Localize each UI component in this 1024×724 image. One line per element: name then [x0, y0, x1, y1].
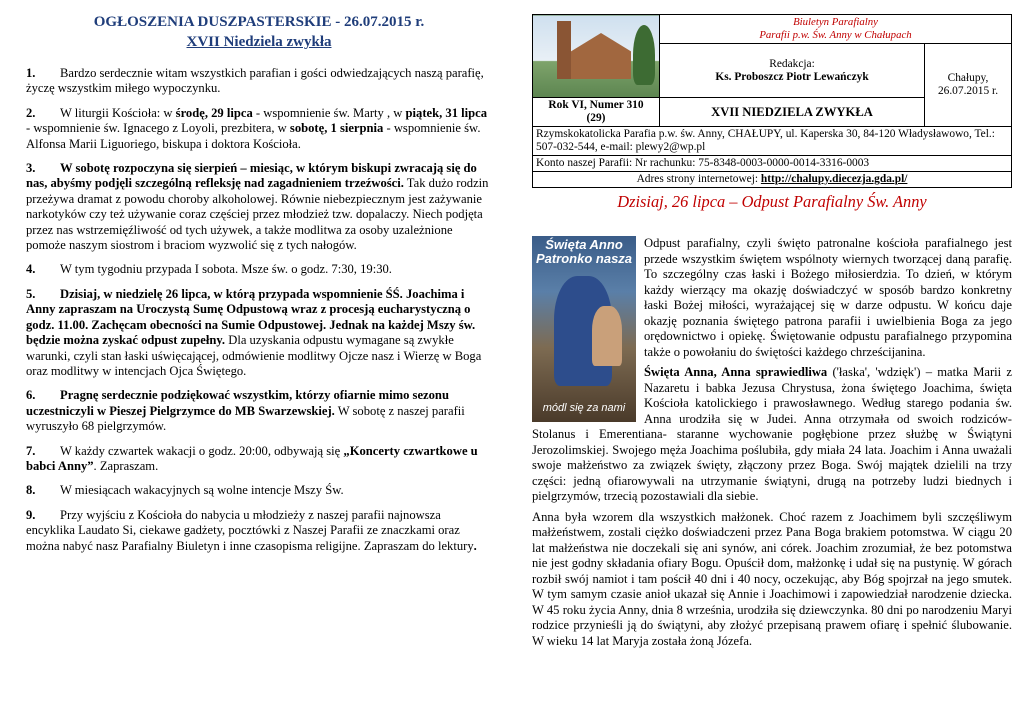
bulletin-title: Biuletyn Parafialny — [793, 16, 878, 28]
item-number: 3. — [26, 161, 36, 176]
saint-anne-image — [532, 236, 636, 422]
item-text: Bardzo serdecznie witam wszystkich parafian i gości odwiedzających naszą parafię, życzę wszystkim miłego wypoczynku. — [26, 66, 484, 96]
editor-cell — [660, 44, 925, 98]
announcement-9 — [26, 508, 492, 554]
announcement-8 — [26, 483, 492, 498]
tree-shape — [633, 25, 655, 85]
item-bold: „Koncerty czwartkowe u babci Anny” — [26, 443, 478, 473]
church-photo — [533, 15, 660, 98]
website-cell — [533, 172, 1012, 188]
item-number: 6. — [26, 388, 36, 403]
image-title: Święta Anno Patronko nasza — [535, 237, 633, 266]
paragraph-family: Anna była wzorem dla wszystkich małżonek. Choć razem z Joachimem byli szczęśliwym małżeństwem, zostali ciężko doświadczeni przez Pana Boga brakiem potomstwa. W ciągu 20 lat małżeństwa nie doczekali się ani synów, ani córek. Joachim zrozumiał, że bez potomstwa nie jest godny składania ofiary Bogu. Opuścił dom, małżonkę i udał się na pustynię. W górach rozbił swój namiot i tam pościł 40 dni i 40 nocy, oczekując, aby Bóg spojrzał na jego smutek. W tym samym czasie anioł ukazał się Annie i Joachimowi i zapowiedział narodzenie dziecka. W 45 roku życia Anny, dnia 8 września, urodziła się dziewczynka. 80 dni po narodzeniu Maryi rodzice przynieśli ją do świątyni, aby złożyć przepisaną prawem ofiarę i spełnić ślubowanie. W wieku 14 lat Maryja została żoną Józefa. — [532, 509, 1012, 648]
item-text: W liturgii Kościoła: w — [60, 105, 176, 120]
header-table — [532, 14, 1012, 188]
announcement-6 — [26, 388, 492, 434]
item-text: - wspomnienie św. Ignacego z Loyoli, prezbitera, w — [26, 121, 290, 136]
announcement-1 — [26, 66, 492, 97]
sunday-title: XVII NIEDZIELA ZWYKŁA — [660, 98, 925, 127]
item-bold: . — [473, 538, 477, 553]
announcement-7 — [26, 444, 492, 475]
item-bold: Pragnę serdecznie podziękować wszystkim, którzy ofiarnie mimo sezonu uczestniczyli w Pieszej Pielgrzymce do MB Swarzewskiej. — [26, 388, 449, 418]
website-link[interactable]: http://chalupy.diecezja.gda.pl/ — [760, 173, 908, 185]
item-number: 8. — [26, 483, 36, 498]
paragraph-text: ('łaska', 'wdzięk') – matka Marii z Nazaretu i babka Jezusa Chrystusa, żona świętego Joachima, święta Kościoła katolickiego i prawosławnego. Według starego podania św. Anna urodziła się w Judei. Anna otrzymała od swoich rodziców- Stolanus i Emerentiana- staranne wychowanie pogłębione przez służbę w Świątyni Jerozolimskiej. Swojego męża Joachima poślubiła, gdy miała 24 lata. Joachim i Anna uważali swoje małżeństwo za związek święty, złączony przez Boga. Swój majątek dzielili na trzy części: jedną ofiarowywali na utrzymanie świątyni, drugą na potrzeby ludzi biednych i pielgrzymów, trzecią pozostawiali dla siebie. — [532, 365, 1012, 503]
bank-account: Konto naszej Parafii: Nr rachunku: 75-8348-0003-0000-0014-3316-0003 — [533, 156, 1012, 172]
tower-shape — [557, 21, 571, 79]
date-cell — [925, 44, 1012, 127]
item-text: Przy wyjściu z Kościoła do nabycia u młodzieży z naszej parafii najnowsza encyklika Laudato Si, ciekawe gadżety, pocztówki z Naszej Parafii ze znaczkami oraz można nabyć nasz Parafialny Biuletyn i inne czasopisma religijne. Zapraszam do lektury — [26, 507, 474, 553]
item-text: . Zapraszam. — [93, 458, 159, 473]
item-text: W miesiącach wakacyjnych są wolne intencje Mszy Św. — [60, 483, 344, 498]
announcement-4 — [26, 262, 492, 277]
announcement-5 — [26, 287, 492, 379]
announcement-3 — [26, 161, 492, 253]
issue-number: (29) — [586, 112, 606, 124]
title-line-2: XVII Niedziela zwykła — [186, 34, 332, 50]
saint-name: Święta Anna, Anna sprawiedliwa — [644, 365, 828, 379]
website-label: Adres strony internetowej: — [636, 173, 761, 185]
title-line-1: OGŁOSZENIA DUSZPASTERSKIE - 26.07.2015 r. — [93, 14, 425, 30]
bulletin-header — [532, 14, 1012, 212]
editor-name: Ks. Proboszcz Piotr Lewańczyk — [715, 70, 869, 83]
item-number: 2. — [26, 105, 36, 120]
item-text: W sobotę z naszej parafii wyruszyło 68 pielgrzymów. — [26, 403, 465, 434]
feast-article — [532, 236, 1012, 654]
announcements-title — [26, 12, 492, 52]
item-bold: Dzisiaj, w niedzielę 26 lipca, w którą przypada wspomnienie ŚŚ. Joachima i Anny zapraszam na Uroczystą Sumę Odpustową wraz z procesją eucharystyczną o godz. 11.00. Zachęcam obecności na Sumie Odpustowej. Jednak na każdej Mszy św. będzie można zyskać odpust zupełny. — [26, 286, 476, 348]
parish-address: Rzymskokatolicka Parafia p.w. św. Anny, CHAŁUPY, ul. Kaperska 30, 84-120 Władysławowo, Tel.: 507-032-544, e-mail: plewy2@wp.pl — [533, 127, 1012, 156]
announcement-2 — [26, 106, 492, 152]
item-number: 5. — [26, 286, 36, 301]
item-number: 9. — [26, 507, 36, 522]
issue-cell — [533, 98, 660, 127]
item-bold: sobotę, 1 sierpnia — [289, 121, 384, 136]
item-text: Tak dużo rodzin przeżywa dramat z powodu choroby alkoholowej. Równie niebezpiecznym jest zażywanie narkotyków czy też używanie coraz częściej przez młodzież tzw. dopalaczy. Niech podjęta przez nas wstrzemięźliwość od tych używek, a także modlitwa za osoby uzależnione pomoże naszym siostrom i braciom wyzwolić się z tych nałogów. — [26, 176, 489, 253]
image-caption: módl się za nami — [542, 401, 626, 414]
announcements-column — [26, 12, 492, 563]
item-text: - wspomnienie św. Marty , w — [252, 105, 406, 120]
item-text: Dla uzyskania odpustu wymagane są zwykłe warunki, czyli stan łaski uświęcającej, odmówienie modlitwy Ojcze nasz i Wierzę w Boga oraz modlitwy w intencjach Ojca Świętego. — [26, 333, 482, 378]
item-bold: środę, 29 lipca — [175, 105, 253, 120]
bulletin-name — [660, 15, 1012, 44]
item-number: 4. — [26, 262, 36, 277]
church-shape — [571, 33, 631, 79]
item-text: W tym tygodniu przypada I sobota. Msze św. o godz. 7:30, 19:30. — [60, 262, 392, 277]
bulletin-parish: Parafii p.w. Św. Anny w Chałupach — [759, 29, 912, 41]
date-text: 26.07.2015 r. — [937, 85, 999, 97]
item-text: - wspomnienie św. Alfonsa Marii Liguoriego, biskupa i doktora Kościoła. — [26, 121, 481, 151]
feast-subtitle: Dzisiaj, 26 lipca – Odpust Parafialny Św. Anny — [617, 192, 927, 211]
issue-text: Rok VI, Numer 310 — [548, 99, 644, 111]
child-shape — [592, 306, 622, 366]
editor-label: Redakcja: — [769, 57, 815, 70]
item-bold: piątek, 31 lipca — [405, 105, 488, 120]
item-number: 7. — [26, 443, 36, 458]
item-number: 1. — [26, 66, 36, 80]
paragraph-indulgence: Odpust parafialny, czyli święto patronalne kościoła parafialnego jest przede wszystkim świętem wspólnoty wiernych tworzącej daną parafię. To szczególny czas łaski i Bożego miłosierdzia. To dzień, w którym każdy wierzący ma okazję doświadczyć w sposób bardzo konkretny łaski Bożej miłości, wyrażającej się w darze odpustu. W końcu daje okazję poznania świętego patrona parafii i uwielbienia Boga za jego orędownictwo i opiekę. Świętowanie odpustu parafialnego przypomina także o powołaniu do świętości każdego chrześcijanina. — [644, 236, 1012, 359]
place-text: Chałupy, — [947, 72, 989, 84]
item-text: W każdy czwartek wakacji o godz. 20:00, odbywają się — [60, 443, 344, 458]
item-bold: W sobotę rozpoczyna się sierpień – miesiąc, w którym biskupi zwracają się do nas, abyśmy podjęli szczególną refleksję nad zagadnieniem trzeźwości. — [26, 161, 477, 191]
